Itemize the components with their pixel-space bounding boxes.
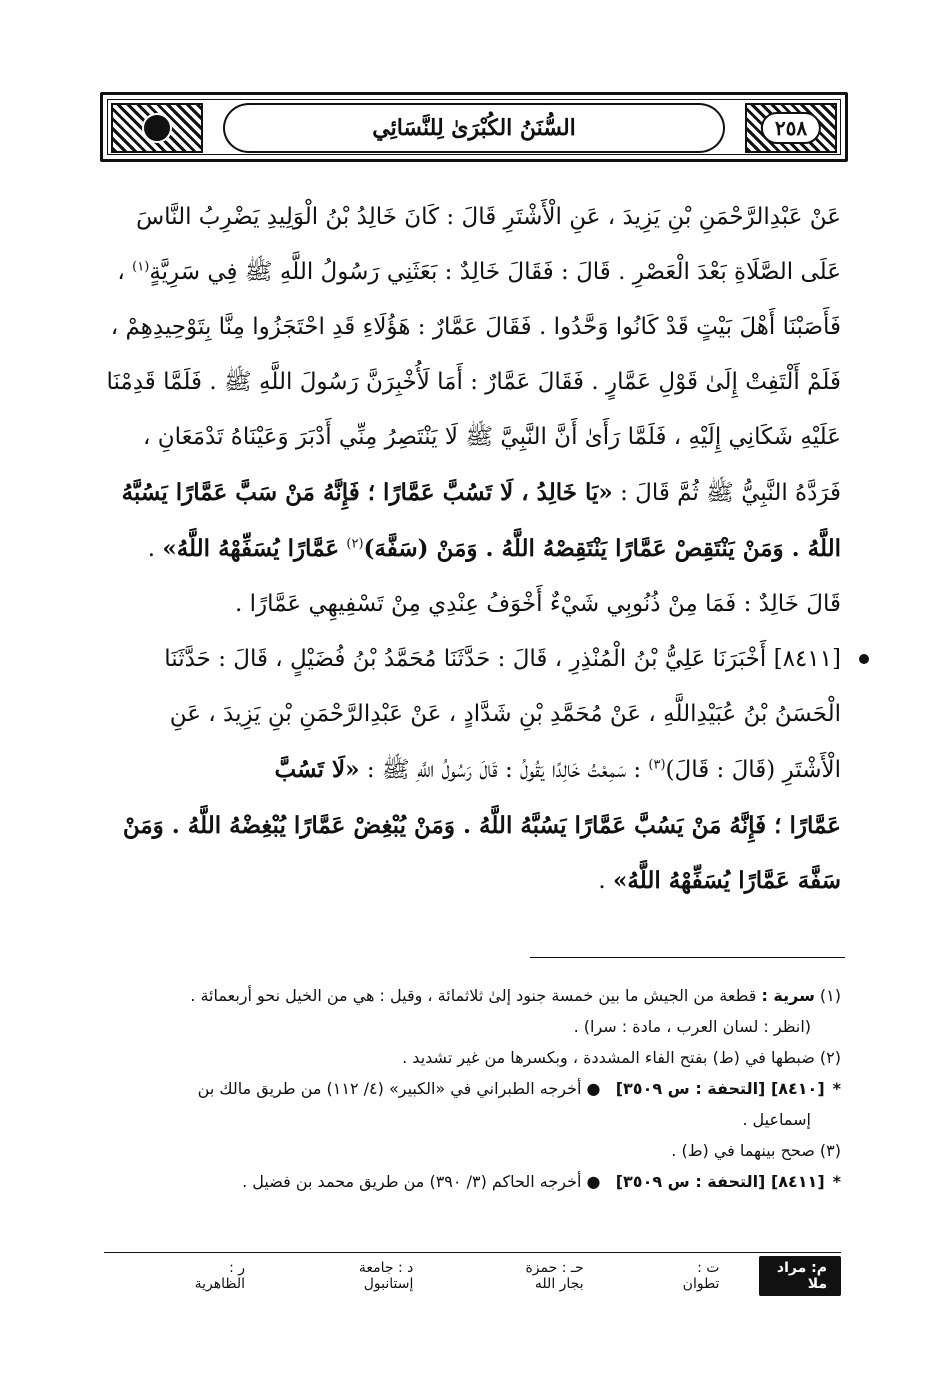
hadith-quote: «يَا خَالِدُ ، لَا تَسُبَّ عَمَّارًا ؛ فَإِنَّهُ مَنْ سَبَّ عَمَّارًا يَسُبَّهُ (121, 479, 613, 506)
header-ornament-left (111, 103, 203, 153)
page-number: ٢٥٨ (761, 112, 821, 144)
footnote: (٣) صحح بينهما في (ط) . (671, 1141, 841, 1160)
footnotes (104, 980, 841, 1197)
book-title: السُّنَنُ الكُبْرَىٰ لِلنَّسَائِي (223, 103, 725, 153)
main-text (104, 190, 841, 909)
text-line: الْأَشْتَرِ (قَالَ : قَالَ)$^{(٣)}$ : سَمِعْتُ خَالِدًا يَقُولُ : قَالَ رَسُولُ اللَّهِ ﷺ : «لَا تَسُبَّ (274, 756, 841, 783)
footnote-divider (530, 957, 845, 958)
footnote-ref: (٣) (648, 757, 666, 773)
manuscript-source: ت : تطوان (682, 1260, 720, 1292)
text-line: اللَّهُ . وَمَنْ يَنْتَقِصْ عَمَّارًا يَنْتَقِصْهُ اللَّهُ . وَمَنْ (سَفَّهَ)$^{(٢)}$ عَمَّارًا يُسَفِّهْهُ اللَّهُ» . (147, 535, 841, 562)
text-line: فَرَدَّهُ النَّبِيُّ ﷺ ثُمَّ قَالَ : «يَا خَالِدُ ، لَا تَسُبَّ عَمَّارًا ؛ فَإِنَّهُ مَنْ سَبَّ عَمَّارًا يَسُبَّهُ (121, 479, 841, 506)
manuscript-source: د : جامعة إستانبول (358, 1260, 414, 1292)
page-header (100, 92, 848, 162)
hadith-entry: [٨٤١١] أَخْبَرَنَا عَلِيُّ بْنُ الْمُنْذِرِ ، قَالَ : حَدَّثَنَا مُحَمَّدُ بْنُ فُضَيْلٍ ، قَالَ : حَدَّثَنَا (104, 632, 841, 687)
text-line: فَلَمْ أَلْتَفِتْ إِلَىٰ قَوْلِ عَمَّارٍ . فَقَالَ عَمَّارٌ : أَمَا لَأُخْبِرَنَّ رَسُولَ اللَّهِ ﷺ . فَلَمَّا قَدِمْنَا (106, 369, 841, 395)
footer-divider (104, 1252, 841, 1253)
manuscript-source: ر : الظاهرية (194, 1260, 246, 1292)
text-line: عَلَيْهِ شَكَانِي إِلَيْهِ ، فَلَمَّا رَأَىٰ أَنَّ النَّبِيَّ ﷺ لَا يَنْتَصِرُ مِنِّي أَدْبَرَ وَعَيْنَاهُ تَدْمَعَانِ ، (142, 424, 841, 450)
manuscript-tag: م: مراد ملا (759, 1256, 841, 1296)
footnote-ref: (١) (132, 259, 150, 275)
text-line: عَنْ عَبْدِالرَّحْمَنِ بْنِ يَزِيدَ ، عَنِ الْأَشْتَرِ قَالَ : كَانَ خَالِدُ بْنُ الْوَلِيدِ يَضْرِبُ النَّاسَ (136, 204, 841, 230)
footnote: (٢) ضبطها في (ط) بفتح الفاء المشددة ، وبكسرها من غير تشديد . (402, 1048, 841, 1067)
ornament-emblem-icon (142, 113, 172, 143)
text-line: سَفَّهَ عَمَّارًا يُسَفِّهْهُ اللَّهُ» . (598, 867, 841, 894)
manuscript-source: حـ : حمزة بجار الله (525, 1260, 584, 1292)
footnote: (انظر : لسان العرب ، مادة : سرا) . (573, 1017, 811, 1036)
text-line: عَمَّارًا ؛ فَإِنَّهُ مَنْ يَسُبَّ عَمَّارًا يَسُبَّهُ اللَّهُ . وَمَنْ يُبْغِضْ عَمَّارًا يُبْغِضْهُ اللَّهُ . وَمَنْ (122, 812, 841, 839)
entry-number: [٨٤١١] (773, 646, 841, 672)
takhrij-note: *[٨٤١٠] [التحفة : س ٣٥٠٩] ● أخرجه الطبراني في «الكبير» (٤/ ١١٢) من طريق مالك بن (197, 1079, 841, 1098)
takhrij-note: إسماعيل . (742, 1110, 811, 1129)
text-line: الْحَسَنُ بْنُ عُبَيْدِاللَّهِ ، عَنْ مُحَمَّدِ بْنِ شَدَّادٍ ، عَنْ عَبْدِالرَّحْمَنِ بْنِ يَزِيدَ ، عَنِ (169, 701, 841, 727)
header-ornament-right (745, 103, 837, 153)
footnote: (١) سرية : قطعة من الجيش ما بين خمسة جنود إلىٰ ثلاثمائة ، وقيل : هي من الخيل نحو أربعمائة . (190, 986, 841, 1005)
text-line: فَأَصَبْنَا أَهْلَ بَيْتٍ قَدْ كَانُوا وَحَّدُوا . فَقَالَ عَمَّارٌ : هَؤُلَاءِ قَدِ احْتَجَزُوا مِنَّا بِتَوْحِيدِهِمْ ، (110, 314, 841, 340)
bullet-icon (859, 654, 869, 664)
text-line: عَلَى الصَّلَاةِ بَعْدَ الْعَصْرِ . قَالَ : فَقَالَ خَالِدٌ : بَعَثَنِي رَسُولُ اللَّهِ ﷺ فِي سَرِيَّةٍ$^{(١)}$ ، (117, 259, 841, 285)
manuscript-key (104, 1262, 841, 1290)
text-line: قَالَ خَالِدٌ : فَمَا مِنْ ذُنُوبِي شَيْءٌ أَخْوَفُ عِنْدِي مِنْ تَسْفِيهِي عَمَّارًا . (235, 591, 841, 617)
takhrij-note: *[٨٤١١] [التحفة : س ٣٥٠٩] ● أخرجه الحاكم (٣/ ٣٩٠) من طريق محمد بن فضيل . (242, 1172, 841, 1191)
footnote-ref: (٢) (346, 536, 364, 552)
